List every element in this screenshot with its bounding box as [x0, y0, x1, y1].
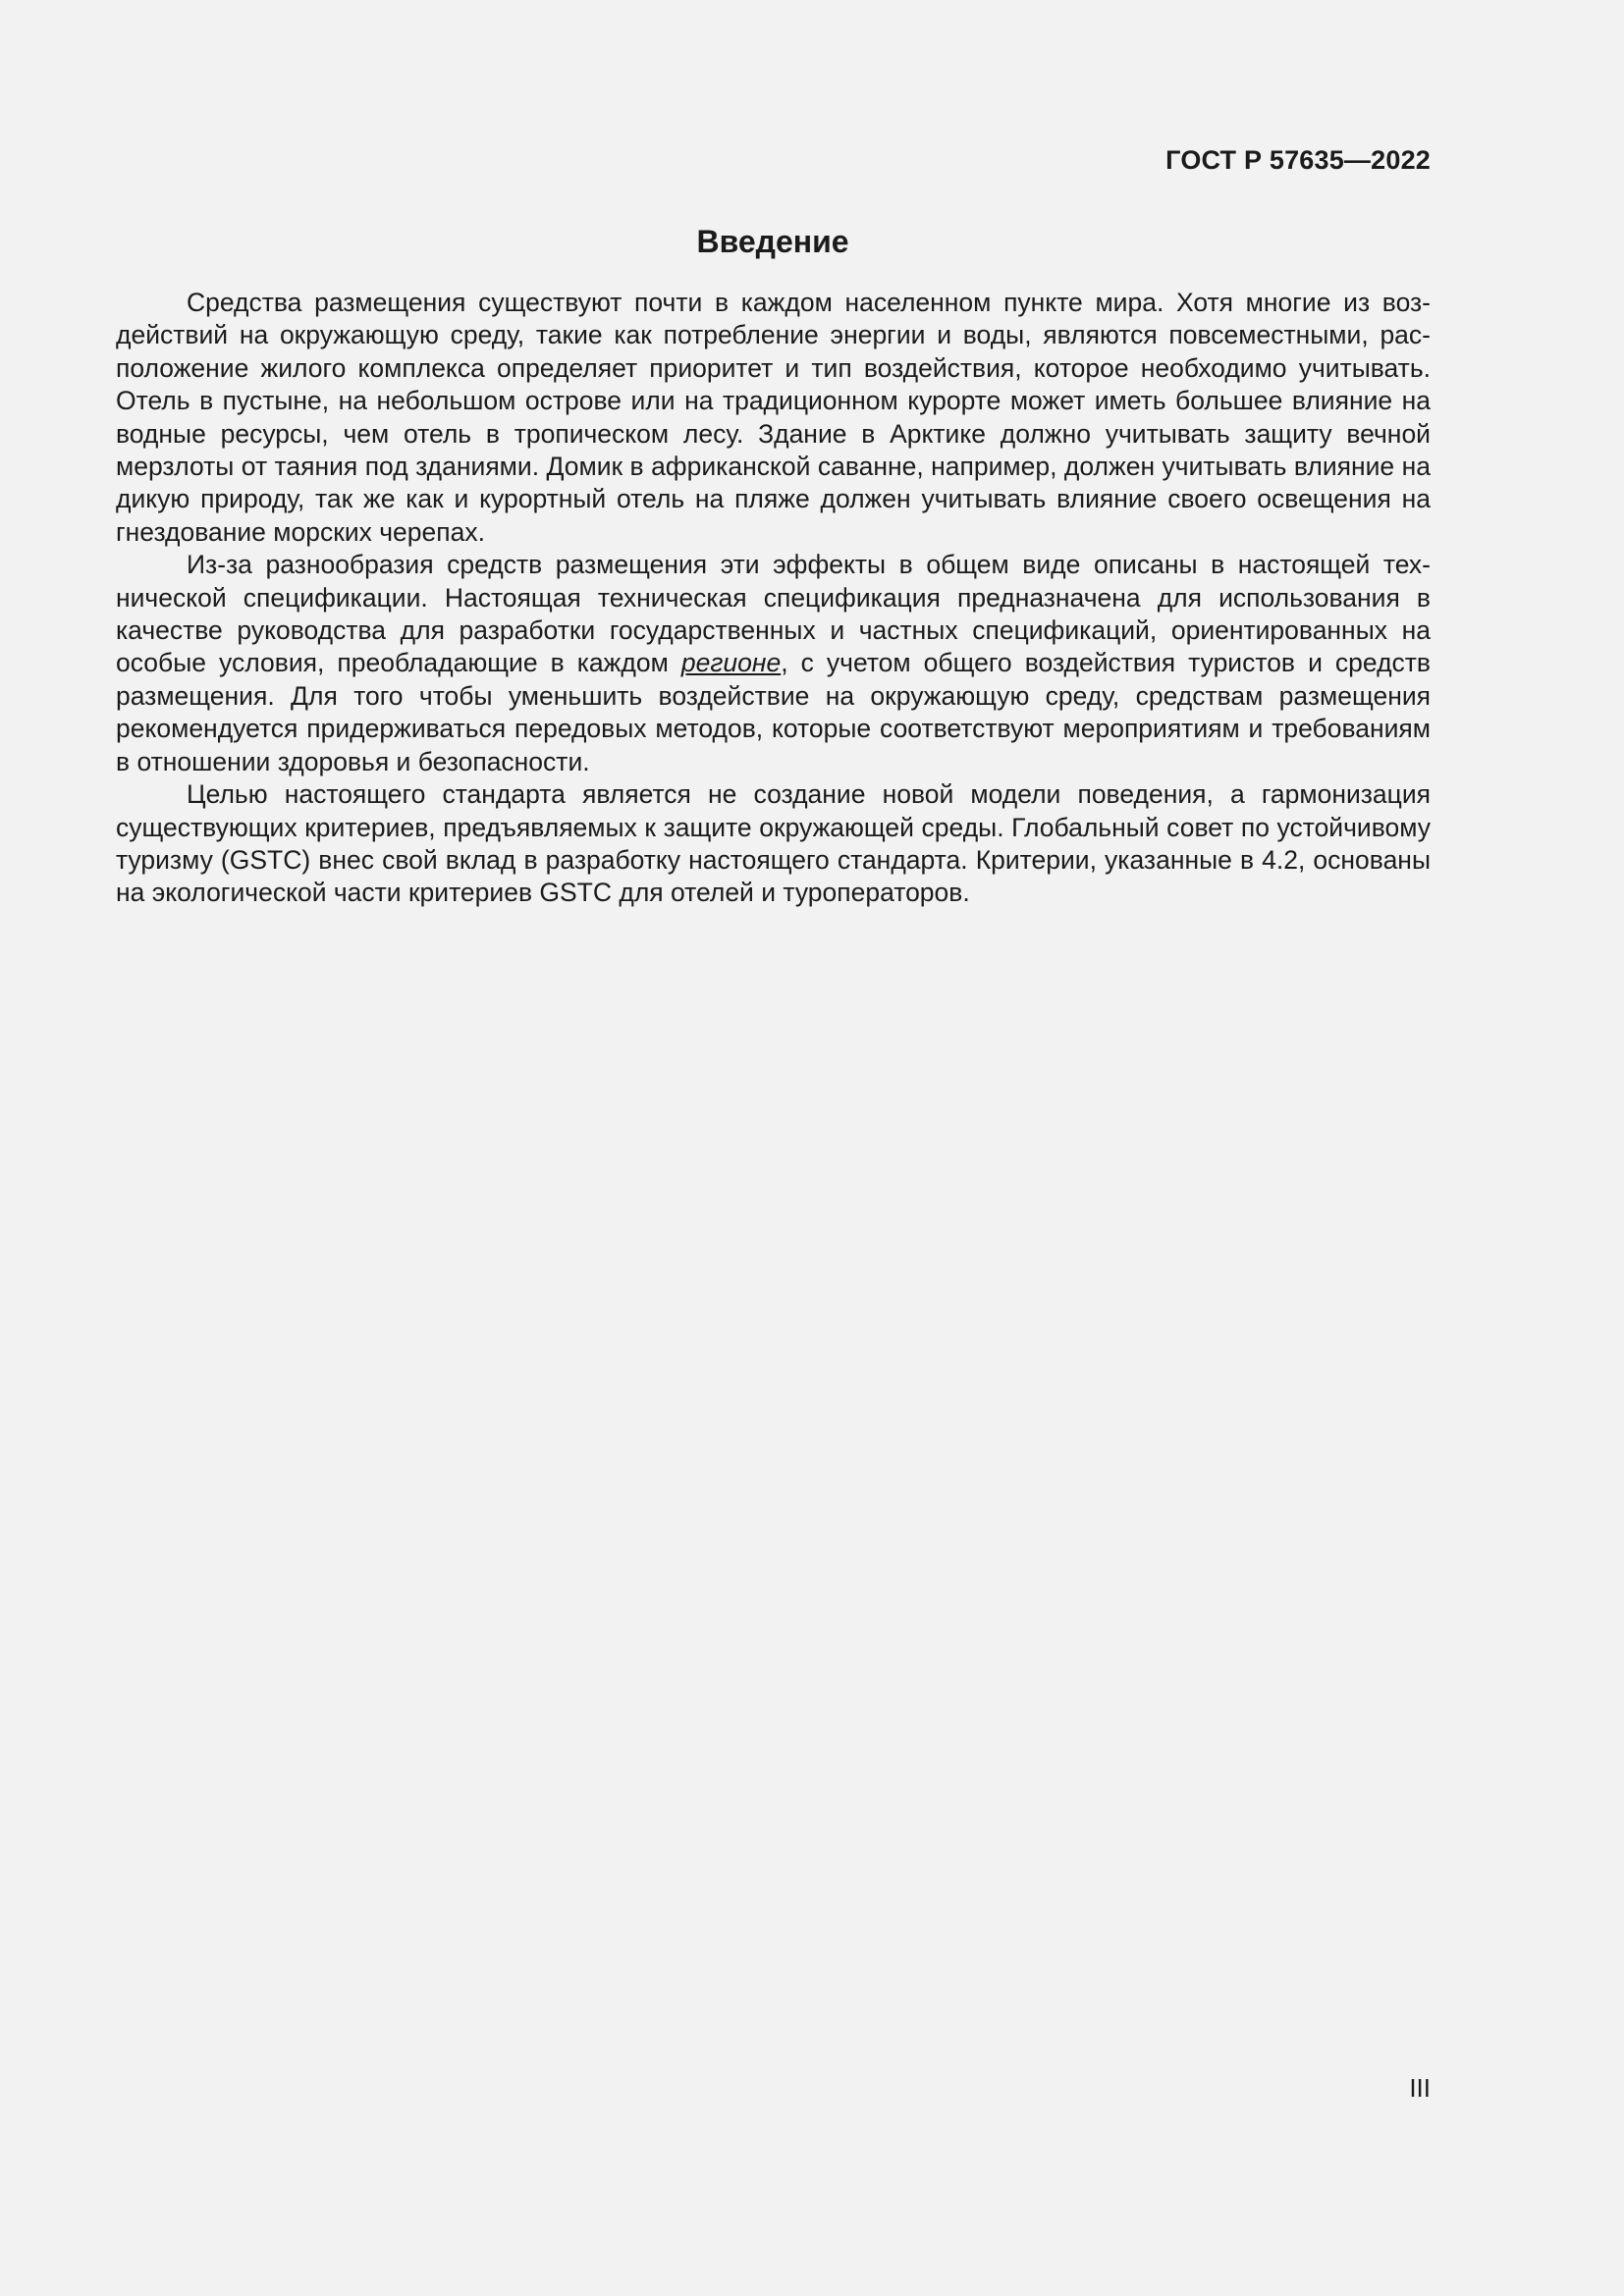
paragraph-2-text-start: Из-за разнообразия средств размещения эти эффекты в общем виде описаны в настоящей технической спецификации. Настоящая техническая спецификация предназначена для использования в качестве руководства для разработки государственных и частных спецификаций, ориентированных на особые условия, преобладающие в каждом — [116, 550, 1431, 678]
page-number: III — [1409, 2073, 1431, 2103]
paragraph-2-text-end: , с учетом общего воздействия туристов и средств размещения. Для того чтобы уменьшить воздействие на окружающую среду, средствам размещения рекомендуется придерживаться передовых методов, которые соответствуют мероприятиям и требованиям в отношении здоровья и безопасности. — [116, 648, 1431, 776]
region-link[interactable]: регионе — [680, 648, 782, 678]
paragraph-3: Целью настоящего стандарта является не создание новой модели поведения, а гармонизация существующих критериев, предъявляемых к защите окружающей среды. Глобальный совет по устойчивому туризму (GSTC) внес свой вклад в разработку настоящего стандарта. Критерии, указанные в 4.2, основаны на экологической части критериев GSTC для отелей и туроператоров. — [116, 779, 1431, 908]
document-body — [116, 287, 1431, 910]
paragraph-2 — [116, 549, 1431, 778]
section-title: Введение — [696, 224, 849, 259]
paragraph-1: Средства размещения существуют почти в каждом населенном пункте мира. Хотя многие из воздействий на окружающую среду, такие как потребление энергии и воды, являются повсеместными, расположение жилого комплекса определяет приоритет и тип воздействия, которое необходимо учитывать. Отель в пустыне, на небольшом острове или на традиционном курорте может иметь большее влияние на водные ресурсы, чем отель в тропическом лесу. Здание в Арктике должно учитывать защиту вечной мерзлоты от таяния под зданиями. Домик в африканской саванне, например, должен учитывать влияние на дикую природу, так же как и курортный отель на пляже должен учитывать влияние своего освещения на гнездование морских черепах. — [116, 288, 1431, 547]
document-standard-number: ГОСТ Р 57635—2022 — [1165, 145, 1431, 175]
